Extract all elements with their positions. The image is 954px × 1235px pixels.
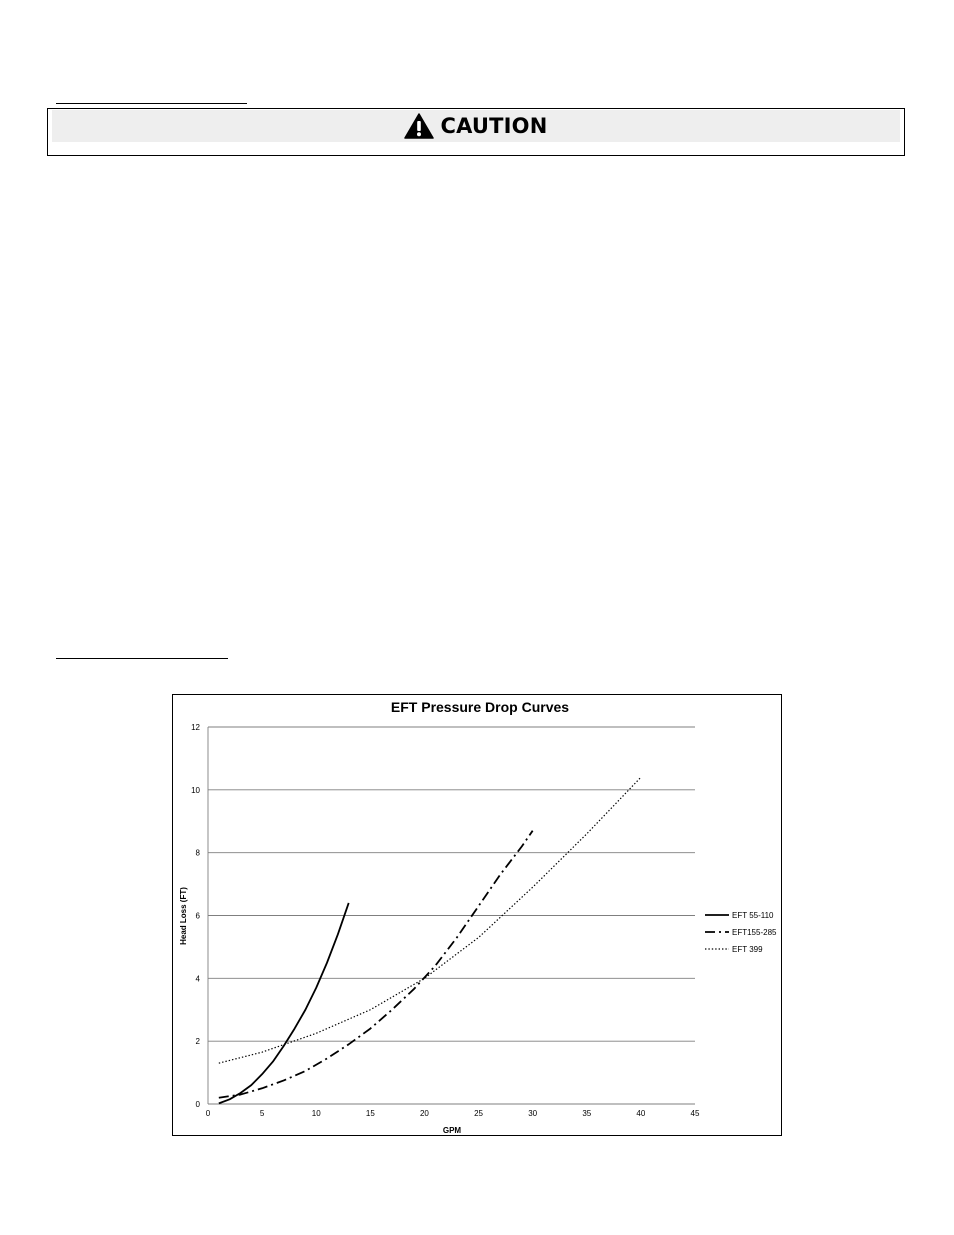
warning-triangle-icon	[404, 113, 434, 139]
section-underline-top	[56, 103, 247, 104]
legend	[705, 911, 777, 954]
pressure-drop-chart	[173, 695, 781, 1135]
y-tick-label-8: 8	[195, 848, 200, 858]
x-tick-label-45: 45	[690, 1109, 700, 1118]
x-tick-label-25: 25	[474, 1109, 484, 1118]
legend-label-1: EFT 55-110	[732, 911, 774, 920]
series-line-1	[219, 903, 349, 1103]
y-tick-label-0: 0	[195, 1100, 200, 1109]
x-axis-label: GPM	[442, 1126, 462, 1135]
x-tick-label-35: 35	[582, 1109, 592, 1118]
series	[219, 777, 641, 1103]
section-underline-middle	[56, 658, 228, 659]
y-axis-label: Head Loss (FT)	[179, 887, 188, 945]
legend-label-3: EFT 399	[732, 945, 763, 954]
caution-header	[52, 110, 900, 142]
series-line-3	[219, 777, 641, 1063]
x-tick-label-40: 40	[636, 1109, 646, 1118]
grid	[208, 727, 695, 1041]
legend-label-2: EFT155-285	[732, 928, 777, 937]
x-tick-label-15: 15	[365, 1109, 375, 1118]
axes	[191, 723, 700, 1118]
y-tick-label-10: 10	[191, 785, 200, 795]
y-tick-label-6: 6	[195, 911, 200, 921]
caution-label: CAUTION	[440, 114, 548, 138]
chart-frame	[172, 694, 782, 1136]
y-tick-label-2: 2	[195, 1037, 200, 1047]
chart-title: EFT Pressure Drop Curves	[390, 699, 570, 715]
caution-banner	[47, 108, 905, 156]
series-line-2	[219, 831, 533, 1098]
x-tick-label-20: 20	[419, 1109, 429, 1118]
x-tick-label-10: 10	[311, 1109, 321, 1118]
y-tick-label-12: 12	[191, 723, 200, 732]
x-tick-label-5: 5	[259, 1109, 265, 1118]
x-tick-label-30: 30	[528, 1109, 538, 1118]
x-tick-label-0: 0	[205, 1109, 211, 1118]
y-tick-label-4: 4	[195, 974, 200, 984]
